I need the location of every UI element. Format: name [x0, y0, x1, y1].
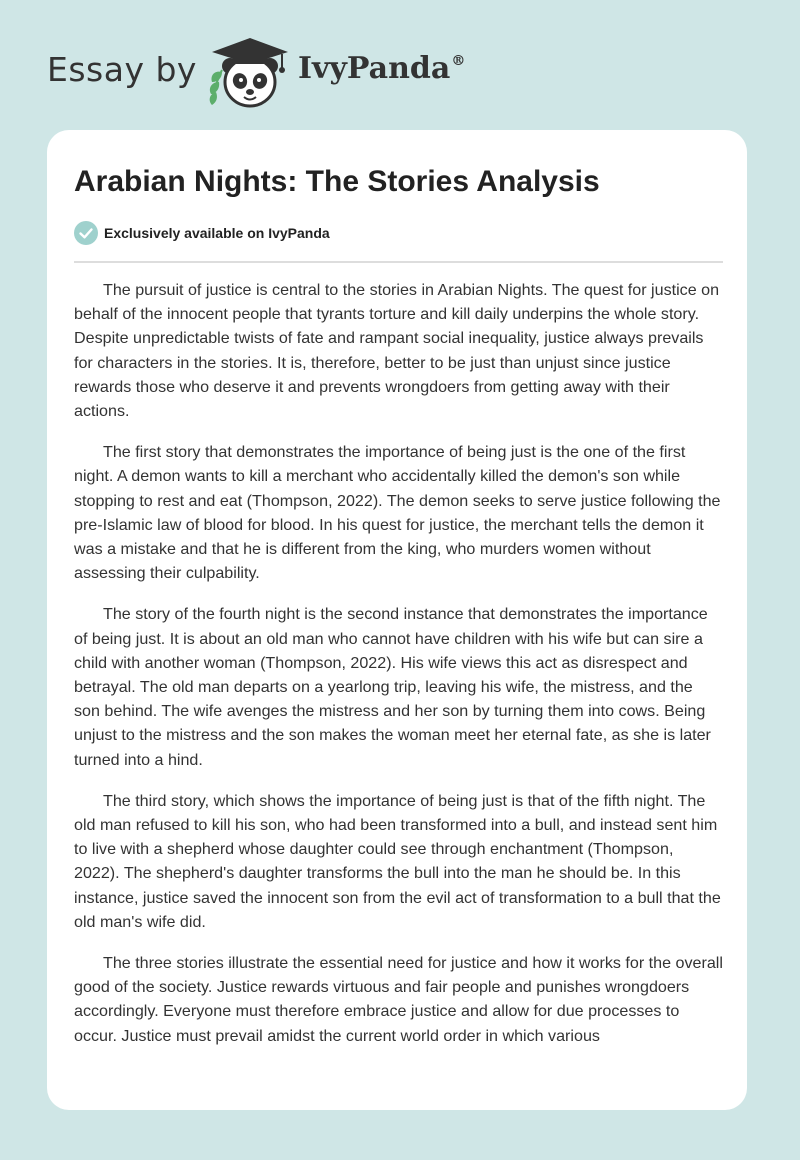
essay-by-label: Essay by: [47, 50, 197, 89]
essay-paragraph: The pursuit of justice is central to the stories in Arabian Nights. The quest for justice on behalf of the innocent people that tyrants torture and kill daily underpins the whole story. Despite unpredictable twists of fate and rampant social inequality, justice always prevails for characters in the stories. It is, therefore, better to be just than unjust since justice rewards those who deserve it and prevents wrongdoers from getting away with their actions.: [74, 281, 720, 421]
check-circle-icon: [74, 221, 98, 245]
essay-card: [47, 130, 747, 1110]
exclusive-badge: [74, 221, 330, 245]
site-header: [0, 0, 800, 130]
essay-body: [74, 278, 723, 1102]
essay-paragraph: The first story that demonstrates the importance of being just is the one of the first night. A demon wants to kill a merchant who accidentally killed the demon's son while stopping to rest and eat (Thompson, 2022). The demon seeks to serve justice following the pre-Islamic law of blood for blood. In his quest for justice, the merchant tells the demon it was a mistake and that he is different from the king, who murders women without assessing their culpability.: [74, 443, 721, 583]
brand-name-text: IvyPanda: [298, 51, 451, 86]
essay-paragraph: The three stories illustrate the essential need for justice and how it works for the overall good of the society. Justice rewards virtuous and fair people and punishes wrongdoers accordingly. Everyone must therefore embrace justice and allow for due processes to occur. Justice must prevail amidst the current world order in which various: [74, 954, 723, 1045]
title-divider: [74, 261, 723, 263]
registered-mark: ®: [451, 53, 466, 69]
essay-paragraph: The story of the fourth night is the second instance that demonstrates the importance of being just. It is about an old man who cannot have children with his wife but can sire a child with another woman (Thompson, 2022). His wife views this act as disrespect and betrayal. The old man departs on a yearlong trip, leaving his wife, the mistress, and the son behind. The wife avenges the mistress and her son by turning them into cows. Being unjust to the mistress and the son makes the woman meet her eternal fate, as she is later turned into a hind.: [74, 605, 711, 769]
essay-paragraph: The third story, which shows the importance of being just is that of the fifth night. The old man refused to kill his son, who had been transformed into a bull, and instead sent him to live with a shepherd whose daughter could see through enchantment (Thompson, 2022). The shepherd's daughter transforms the bull into the man he should be. In this instance, justice saved the innocent son from the evil act of transformation to a bull that the old man's wife did.: [74, 791, 721, 931]
exclusive-badge-label: Exclusively available on IvyPanda: [104, 225, 330, 241]
panda-graduate-icon: [200, 34, 296, 110]
brand-name: [298, 51, 465, 86]
page-title: Arabian Nights: The Stories Analysis: [74, 165, 600, 198]
